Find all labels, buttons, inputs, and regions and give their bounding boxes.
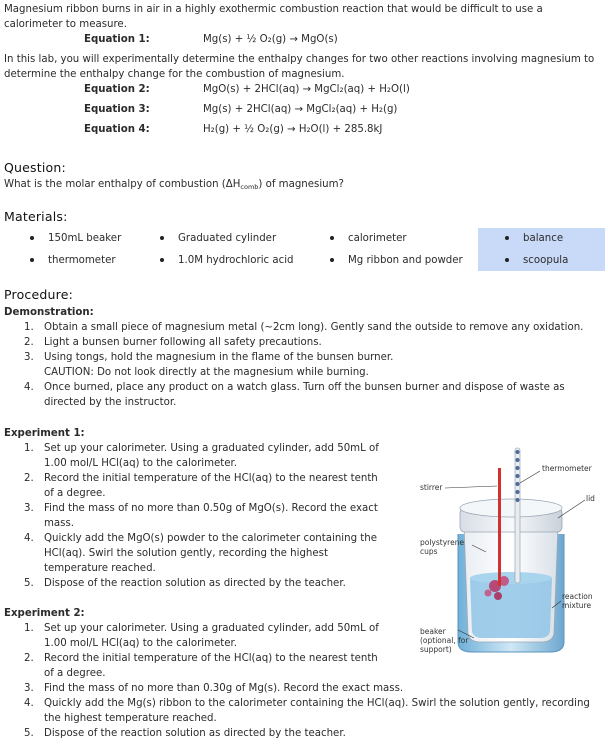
label-cups: polystyrene cups	[420, 538, 465, 556]
list-item: 3. Using tongs, hold the magnesium in the flame of the bunsen burner. CAUTION: Do not look directly at the magnesium while burning.	[24, 352, 394, 378]
list-item: 2. Record the initial temperature of the HCl(aq) to the nearest tenth of a degree.	[24, 653, 378, 679]
list-item: 1. Set up your calorimeter. Using a graduated cylinder, add 50mL of 1.00 mol/L HCl(aq) to the calorimeter.	[24, 443, 379, 469]
label-thermometer: thermometer	[542, 464, 592, 473]
list-item: 4. Quickly add the MgO(s) powder to the calorimeter containing the HCl(aq). Swirl the solution gently, recording the highest temperature reached.	[24, 533, 377, 574]
question-text: What is the molar enthalpy of combustion (ΔHcomb) of magnesium?	[4, 179, 344, 191]
intro-paragraph-1: Magnesium ribbon burns in air in a highly exothermic combustion reaction that would be difficult to use a calorimeter to measure.	[4, 4, 543, 30]
materials-heading: Materials:	[4, 209, 68, 224]
material-item: calorimeter	[330, 231, 407, 246]
equation-3-label: Equation 3:	[84, 104, 150, 115]
intro-paragraph-2: In this lab, you will experimentally determine the enthalpy changes for two other reactions involving magnesium to determine the enthalpy change for the combustion of magnesium.	[4, 54, 595, 80]
procedure-heading: Procedure:	[4, 287, 74, 302]
equation-1: Mg(s) + ½ O₂(g) → MgO(s)	[203, 34, 338, 45]
demonstration-title: Demonstration:	[4, 307, 94, 318]
equation-1-label: Equation 1:	[84, 34, 150, 45]
material-item: scoopula	[505, 253, 568, 268]
list-item: 4. Once burned, place any product on a watch glass. Turn off the bunsen burner and dispose of waste as directed by the instructor.	[24, 382, 565, 408]
question-heading: Question:	[4, 160, 66, 175]
material-item: Graduated cylinder	[160, 231, 276, 246]
list-item: 3. Find the mass of no more than 0.50g of MgO(s). Record the exact mass.	[24, 503, 378, 529]
caution-text: CAUTION: Do not look directly at the magnesium while burning.	[44, 367, 369, 378]
label-mixture: reaction mixture	[562, 592, 593, 610]
label-lid: lid	[586, 494, 595, 503]
equation-4: H₂(g) + ½ O₂(g) → H₂O(l) + 285.8kJ	[203, 124, 383, 135]
equation-2-label: Equation 2:	[84, 84, 150, 95]
equation-2: MgO(s) + 2HCl(aq) → MgCl₂(aq) + H₂O(l)	[203, 84, 410, 95]
list-item: 3. Find the mass of no more than 0.30g of Mg(s). Record the exact mass.	[24, 683, 404, 694]
label-stirrer: stirrer	[420, 483, 443, 492]
experiment-1-title: Experiment 1:	[4, 428, 85, 439]
material-item: Mg ribbon and powder	[330, 253, 463, 268]
material-item: thermometer	[30, 253, 116, 268]
list-item: 5. Dispose of the reaction solution as directed by the teacher.	[24, 728, 346, 739]
list-item: 4. Quickly add the Mg(s) ribbon to the calorimeter containing the HCl(aq). Swirl the solution gently, recording the highest temperature reached.	[24, 698, 590, 724]
experiment-2-title: Experiment 2:	[4, 608, 85, 619]
material-item: 150mL beaker	[30, 231, 121, 246]
label-beaker: beaker (optional, for support)	[420, 627, 469, 654]
calorimeter-diagram	[400, 438, 606, 660]
experiment-1-steps	[4, 441, 382, 591]
material-item: 1.0M hydrochloric acid	[160, 253, 294, 268]
list-item: 2. Light a bunsen burner following all safety precautions.	[24, 337, 322, 348]
demonstration-steps	[4, 320, 604, 410]
list-item: 1. Obtain a small piece of magnesium metal (~2cm long). Gently sand the outside to remove any oxidation.	[24, 322, 584, 333]
equation-3: Mg(s) + 2HCl(aq) → MgCl₂(aq) + H₂(g)	[203, 104, 398, 115]
equation-4-label: Equation 4:	[84, 124, 150, 135]
list-item: 2. Record the initial temperature of the HCl(aq) to the nearest tenth of a degree.	[24, 473, 378, 499]
list-item: 1. Set up your calorimeter. Using a graduated cylinder, add 50mL of 1.00 mol/L HCl(aq) to the calorimeter.	[24, 623, 379, 649]
material-item: balance	[505, 231, 563, 246]
list-item: 5. Dispose of the reaction solution as directed by the teacher.	[24, 578, 346, 589]
